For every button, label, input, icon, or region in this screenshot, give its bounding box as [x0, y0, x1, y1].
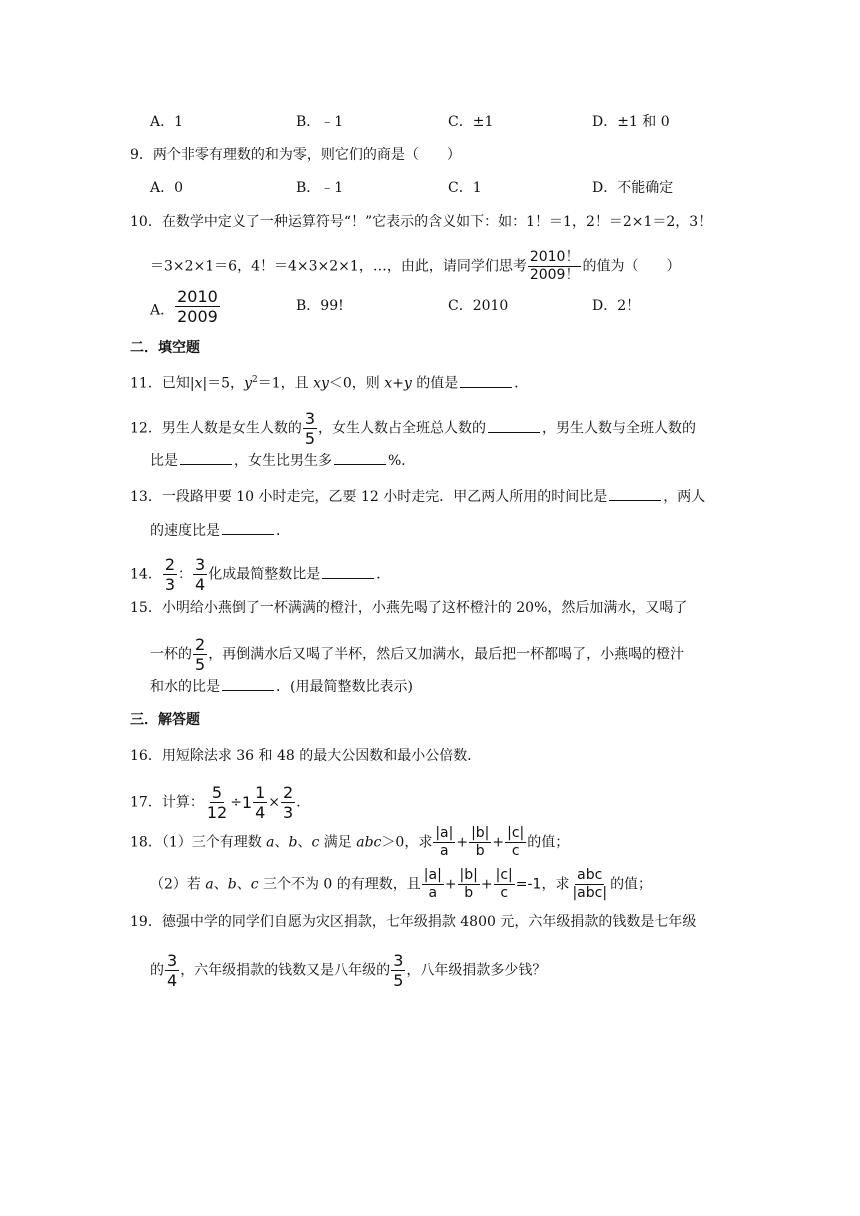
q19-line2: 的 $\frac{3}{4}$ ，六年级捐款的钱数又是八年级的 $\frac{3}{5}$ ，八年级捐款多少钱？	[150, 951, 547, 990]
q19-line1: 19．德强中学的同学们自愿为灾区捐款，七年级捐款 4800 元，六年级捐款的钱数是七年级	[130, 914, 697, 930]
q15-line2: 一杯的 $\frac{2}{5}$ ，再倒满水后又喝了半杯，然后又加满水，最后把一杯都喝了，小燕喝的橙汁	[150, 635, 685, 674]
q13-answer-blank-1[interactable]	[609, 486, 661, 501]
q10-option-a: A． $\frac{2010}{2009}$	[150, 287, 218, 326]
q10-line1: 10．在数学中定义了一种运算符号“！”它表示的含义如下：如：1！＝1，2！＝2×1＝2，3！	[130, 214, 713, 230]
q9-option-c: C．1	[448, 180, 482, 196]
q12-line1: 12．男生人数是女生人数的 $\frac{3}{5}$ ，女生人数占全班总人数的 ，男生人数与全班人数的	[130, 409, 697, 448]
q9-option-d: D．不能确定	[592, 180, 674, 196]
q12-line2: 比是 ，女生比男生多 %．	[150, 450, 415, 471]
q11: 11．已知|x|＝5，$y^2=1$，且 xy＜0，则 x+y 的值是 ．	[130, 370, 528, 394]
q15-line1: 15．小明给小燕倒了一杯满满的橙汁，小燕先喝了这杯橙汁的 20%，然后加满水，又喝了	[130, 600, 688, 616]
q11-answer-blank[interactable]	[460, 373, 512, 388]
q18-part2: （2）若 a、b、c 三个不为 0 的有理数，且 $\frac{|a|}{a}$ + $\frac{|b|}{b}$ + $\frac{|c|}{c}$ =-1，求 $\frac{\text{abc}}{\text{|abc|}}$ 的值；	[150, 867, 653, 901]
q15-line3: 和水的比是 ．(用最简整数比表示)	[150, 676, 413, 697]
q12-answer-blank-2[interactable]	[180, 450, 232, 465]
q10-option-c: C．2010	[448, 298, 509, 314]
q10-line2: ＝3×2×1＝6，4！＝4×3×2×1，…，由此，请同学们思考 $\frac{2010!}{2009!}$ 的值为（ ）	[150, 249, 681, 283]
q8-option-a: A．1	[150, 114, 184, 130]
q13-line1: 13．一段路甲要 10 小时走完，乙要 12 小时走完．甲乙两人所用的时间比是 ，两人	[130, 486, 705, 507]
section-title-fill-in: 二．填空题	[130, 340, 200, 356]
q9-option-b: B．﹣1	[296, 180, 344, 196]
q14-answer-blank[interactable]	[322, 564, 374, 579]
section-title-solve: 三．解答题	[130, 712, 200, 728]
q8-option-c: C．±1	[448, 114, 494, 130]
q9-option-a: A．0	[150, 180, 184, 196]
q8-option-d: D．±1 和 0	[592, 114, 670, 130]
q10-fraction: $\frac{2010!}{2009!}$	[529, 249, 580, 283]
q13-answer-blank-2[interactable]	[222, 520, 274, 535]
q10-option-d: D．2！	[592, 298, 641, 314]
q13-line2: 的速度比是 ．	[150, 520, 290, 541]
q15-answer-blank[interactable]	[222, 676, 274, 691]
q17: 17．计算： $\frac{5}{12}$ ÷ 1 $\frac{1}{4}$ × $\frac{2}{3}$ ．	[130, 783, 311, 822]
q10-option-b: B．99!	[296, 298, 344, 314]
q16: 16．用短除法求 36 和 48 的最大公因数和最小公倍数．	[130, 748, 482, 764]
q8-option-b: B．﹣1	[296, 114, 344, 130]
q12-answer-blank-1[interactable]	[488, 418, 540, 433]
q12-answer-blank-3[interactable]	[334, 450, 386, 465]
q9-stem: 9．两个非零有理数的和为零，则它们的商是（ ）	[130, 147, 461, 163]
q18-part1: 18．（1）三个有理数 a、b、c 满足 abc＞0，求 $\frac{|a|}{a}$ + $\frac{|b|}{b}$ + $\frac{|c|}{c}$ 的值；	[130, 825, 570, 859]
q14: 14． $\frac{2}{3}$ ： $\frac{3}{4}$ 化成最简整数比是 ．	[130, 555, 391, 594]
